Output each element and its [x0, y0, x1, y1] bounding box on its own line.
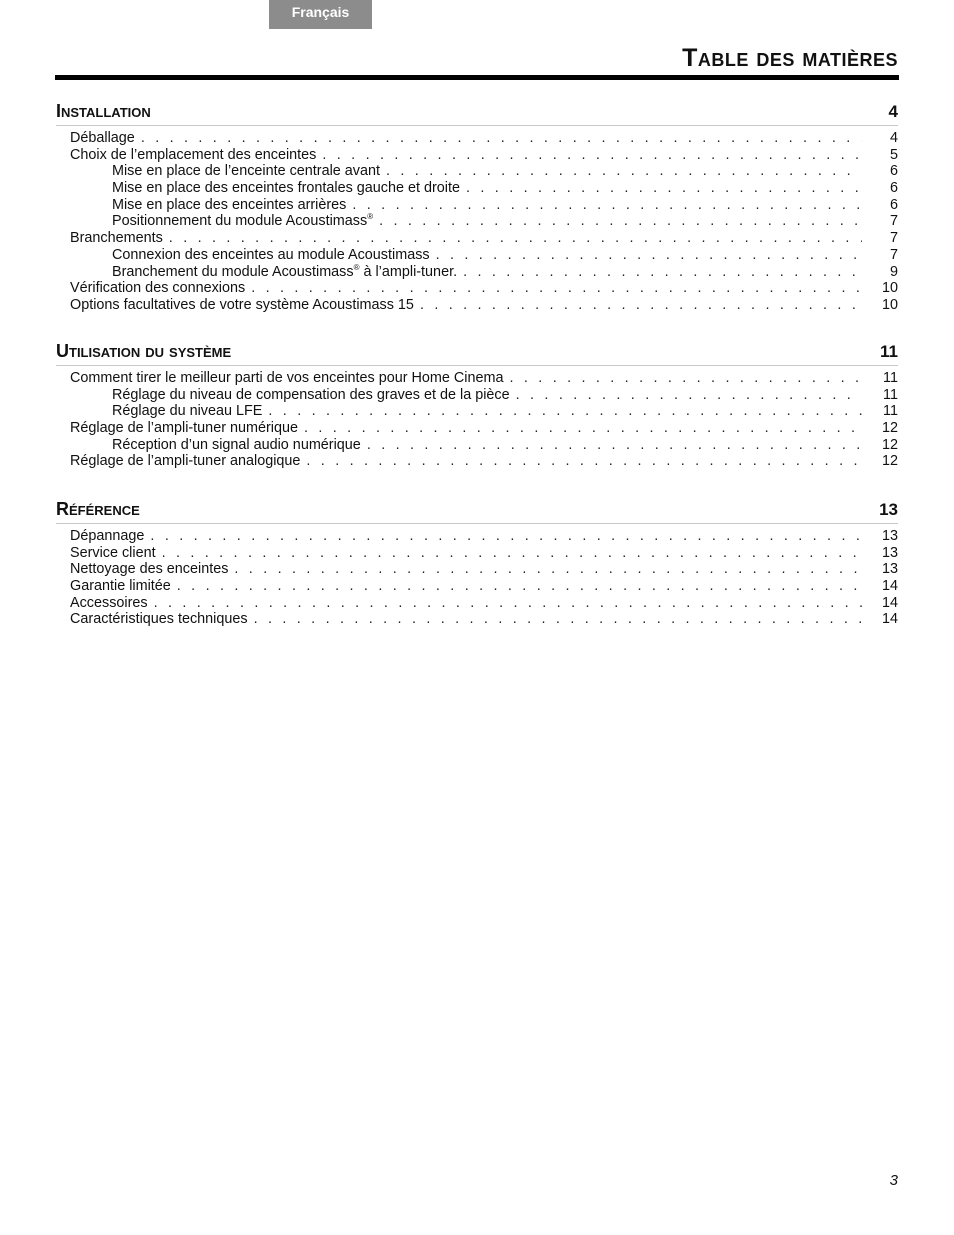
- toc-entry[interactable]: [56, 387, 898, 404]
- dot-leader: [251, 280, 862, 297]
- toc-entry-text: Vérification des connexions: [70, 280, 246, 297]
- section-title: Installation: [56, 101, 151, 121]
- toc-entry-page: 11: [883, 403, 898, 420]
- toc-entry-text: Accessoires: [70, 594, 148, 611]
- toc-entry-page: 14: [881, 611, 898, 628]
- toc-section-utilisation: [56, 341, 898, 470]
- toc-entry-page: 11: [883, 386, 898, 403]
- toc-section-reference: [56, 499, 898, 628]
- toc-entry-text: Réglage de l’ampli-tuner analogique: [70, 453, 301, 470]
- toc-entry-page: 13: [881, 544, 898, 561]
- dot-leader: [463, 264, 862, 281]
- toc-entry-page: 10: [881, 280, 898, 297]
- dot-leader: [304, 420, 862, 437]
- toc-entry-page: 13: [881, 561, 898, 578]
- toc-entry[interactable]: [56, 370, 898, 387]
- toc-entry-page: 11: [883, 370, 898, 386]
- dot-leader: [466, 180, 862, 197]
- dot-leader: [420, 297, 862, 314]
- toc-entries: [56, 528, 898, 628]
- title-rule: [55, 75, 899, 80]
- toc-entry-text: Déballage: [70, 130, 135, 146]
- toc-entry-page: 14: [881, 594, 898, 611]
- toc-entry[interactable]: [56, 561, 898, 578]
- dot-leader: [150, 528, 862, 545]
- toc-entry[interactable]: [56, 545, 898, 562]
- section-title: Utilisation du système: [56, 341, 232, 361]
- toc-entry-text: Réglage de l’ampli-tuner numérique: [70, 420, 298, 437]
- page-title: Table des matières: [682, 44, 898, 72]
- toc-entry[interactable]: [56, 611, 898, 628]
- toc-entry-text: Mise en place des enceintes frontales gauche et droite: [112, 180, 460, 197]
- section-heading[interactable]: [56, 499, 898, 524]
- toc-entry[interactable]: [56, 180, 898, 197]
- toc-entry-page: 6: [889, 163, 898, 180]
- dot-leader: [386, 163, 862, 180]
- toc-entry-page: 5: [889, 146, 898, 163]
- language-tab[interactable]: Français: [269, 0, 372, 29]
- toc-entry-page: 9: [889, 263, 898, 280]
- toc-entry[interactable]: [56, 264, 898, 281]
- section-page: 11: [880, 342, 898, 361]
- toc-entry-page: 7: [889, 230, 898, 247]
- toc-entry-text: Réception d’un signal audio numérique: [112, 436, 361, 453]
- toc-entry-text: Caractéristiques techniques: [70, 611, 248, 628]
- toc-entry-text: Mise en place de l’enceinte centrale avant: [112, 163, 380, 180]
- toc-entry-page: 7: [889, 246, 898, 263]
- toc-entry[interactable]: [56, 403, 898, 420]
- toc-entry[interactable]: [56, 578, 898, 595]
- dot-leader: [436, 247, 862, 264]
- toc-entry-text: Choix de l’emplacement des enceintes: [70, 146, 317, 163]
- toc-entries: [56, 370, 898, 470]
- dot-leader: [510, 370, 863, 387]
- section-heading[interactable]: [56, 341, 898, 366]
- dot-leader: [141, 130, 862, 147]
- section-heading[interactable]: [56, 101, 898, 126]
- toc-entry[interactable]: [56, 297, 898, 314]
- toc-entry-text: Dépannage: [70, 528, 145, 544]
- toc-section-installation: [56, 101, 898, 314]
- toc-entry-page: 14: [881, 578, 898, 595]
- dot-leader: [162, 545, 862, 562]
- section-page: 4: [888, 102, 898, 121]
- toc-entry-page: 6: [889, 196, 898, 213]
- toc-entry-page: 12: [881, 420, 898, 437]
- toc-entry-text: Nettoyage des enceintes: [70, 561, 229, 578]
- toc-entry[interactable]: [56, 420, 898, 437]
- toc-entry[interactable]: [56, 595, 898, 612]
- toc-entry-text: Branchement du module Acoustimass® à l’ampli-tuner.: [112, 262, 458, 280]
- dot-leader: [306, 453, 862, 470]
- toc-entry-text: Options facultatives de votre système Acoustimass 15: [70, 296, 414, 313]
- toc-entry-text: Service client: [70, 544, 156, 561]
- toc-entry[interactable]: [56, 147, 898, 164]
- toc-entry[interactable]: [56, 437, 898, 454]
- toc-entry-text: Branchements: [70, 230, 163, 247]
- toc-entry[interactable]: [56, 247, 898, 264]
- toc-entry[interactable]: [56, 453, 898, 470]
- toc-entry-page: 4: [889, 130, 898, 146]
- dot-leader: [352, 197, 862, 214]
- dot-leader: [169, 230, 862, 247]
- toc-entry-text: Mise en place des enceintes arrières: [112, 196, 347, 213]
- toc-entry-text: Réglage du niveau de compensation des graves et de la pièce: [112, 386, 510, 403]
- toc-entry-text: Réglage du niveau LFE: [112, 403, 263, 420]
- toc-entry-text: Comment tirer le meilleur parti de vos enceintes pour Home Cinema: [70, 370, 504, 386]
- dot-leader: [367, 437, 862, 454]
- dot-leader: [177, 578, 862, 595]
- page-number: 3: [889, 1172, 898, 1189]
- toc-entry-page: 13: [881, 528, 898, 544]
- dot-leader: [516, 387, 862, 404]
- dot-leader: [234, 561, 862, 578]
- dot-leader: [154, 595, 862, 612]
- toc-entry[interactable]: [56, 280, 898, 297]
- dot-leader: [254, 611, 862, 628]
- toc-entry[interactable]: [56, 130, 898, 147]
- toc-entry[interactable]: [56, 163, 898, 180]
- toc-entry-page: 12: [881, 453, 898, 470]
- toc-entry-page: 6: [889, 180, 898, 197]
- toc-entry-page: 10: [881, 296, 898, 313]
- toc-entry[interactable]: [56, 528, 898, 545]
- toc-entry[interactable]: [56, 197, 898, 214]
- dot-leader: [379, 213, 862, 230]
- toc-entry-text: Connexion des enceintes au module Acoustimass: [112, 246, 430, 263]
- toc-entry-text: Positionnement du module Acoustimass®: [112, 212, 374, 230]
- section-title: Référence: [56, 499, 140, 519]
- toc-entry-page: 7: [889, 213, 898, 230]
- toc-entries: [56, 130, 898, 314]
- dot-leader: [268, 403, 862, 420]
- section-page: 13: [879, 500, 898, 519]
- dot-leader: [322, 147, 862, 164]
- toc-entry-text: Garantie limitée: [70, 578, 171, 595]
- toc-entry[interactable]: [56, 213, 898, 230]
- toc-entry-page: 12: [881, 436, 898, 453]
- toc-entry[interactable]: [56, 230, 898, 247]
